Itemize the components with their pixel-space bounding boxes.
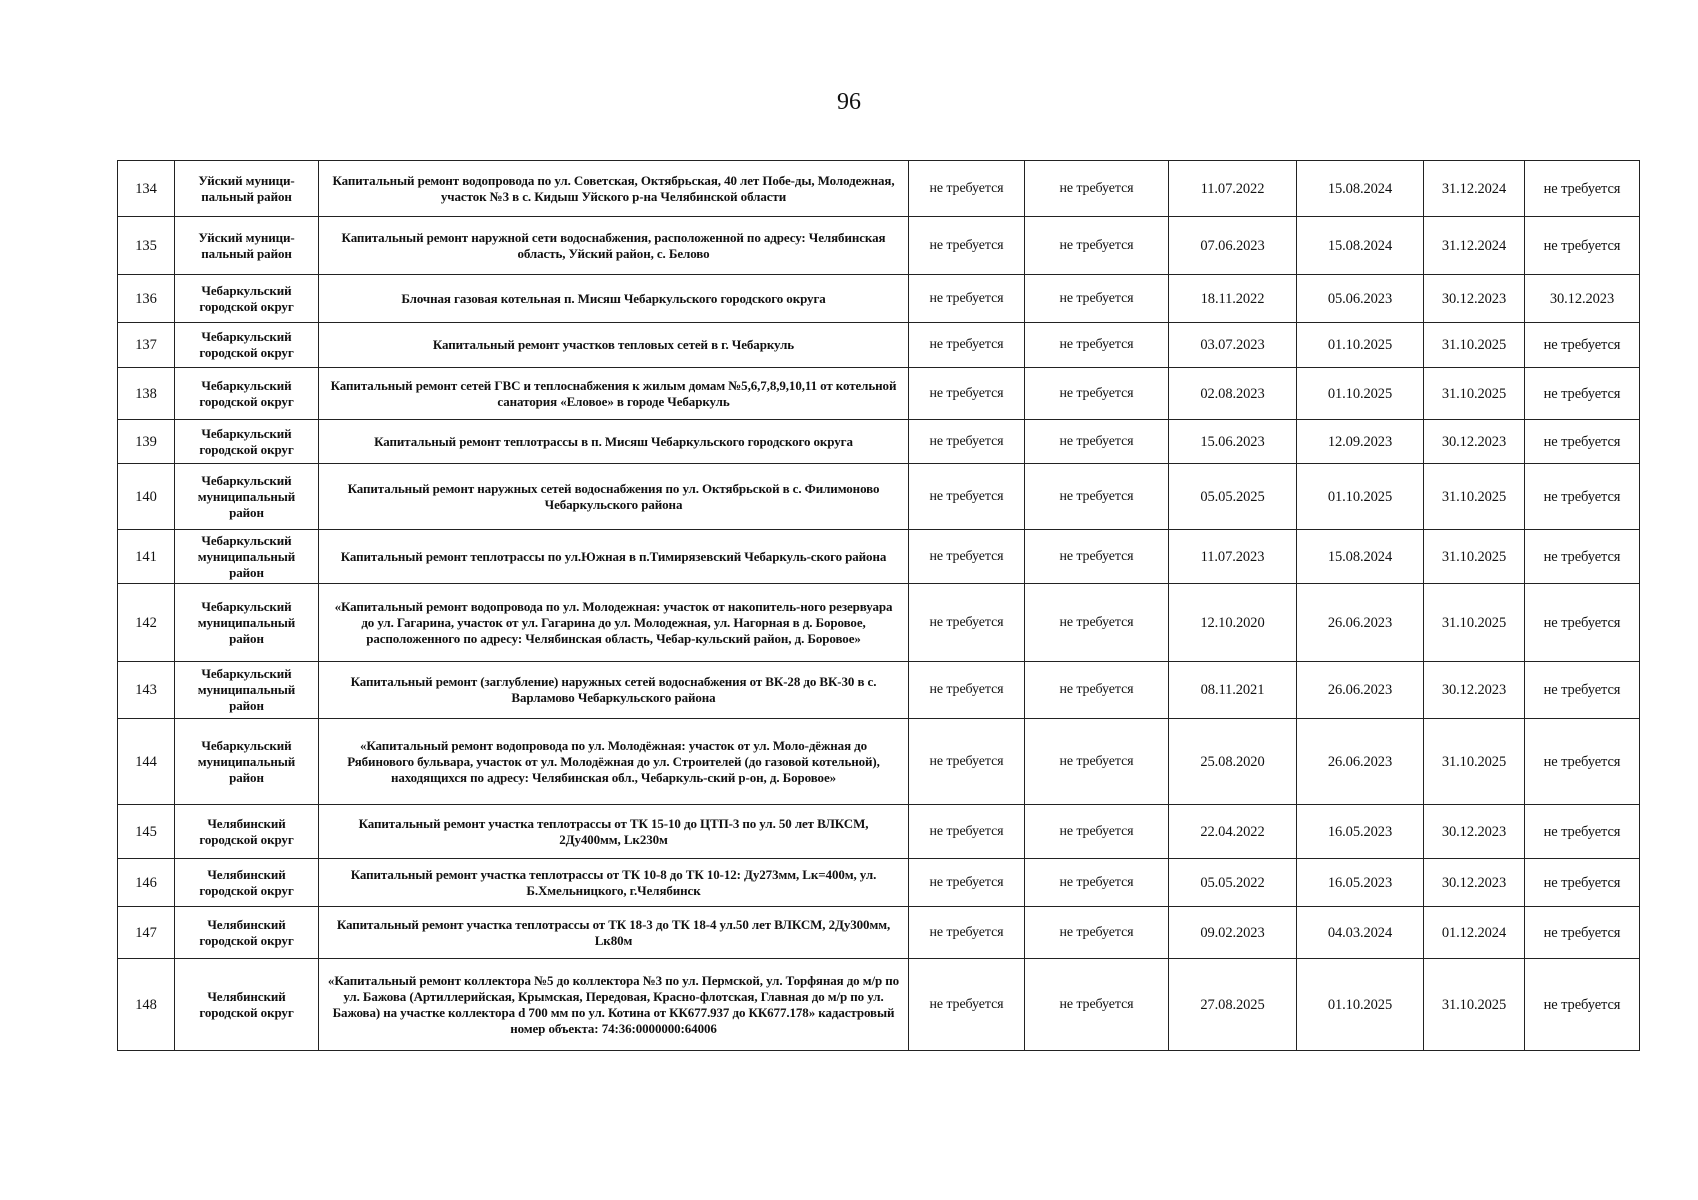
date-cell-3: 31.12.2024 [1424,161,1525,217]
date-cell-3: 30.12.2023 [1424,662,1525,719]
repair-schedule-table [117,160,1640,1051]
table-row [118,805,1640,859]
date-cell-2: 16.05.2023 [1297,805,1424,859]
municipality-cell: Челябинский городской округ [175,805,319,859]
date-cell-1: 11.07.2023 [1169,530,1297,584]
row-number: 136 [118,275,175,323]
row-number: 142 [118,584,175,662]
date-cell-4: не требуется [1525,161,1640,217]
requirement-cell-2: не требуется [1025,217,1169,275]
table-row [118,907,1640,959]
date-cell-2: 26.06.2023 [1297,719,1424,805]
requirement-cell-2: не требуется [1025,662,1169,719]
project-description-cell: «Капитальный ремонт водопровода по ул. Молодежная: участок от накопитель-ного резервуара до ул. Гагарина, участок от ул. Гагарина до ул. Молодежная, ул. Нагорная в д. Боровое, расположенного по адресу: Челябинская область, Чебар-кульский район, д. Боровое» [319,584,909,662]
row-number: 137 [118,323,175,368]
municipality-cell: Чебаркульский городской округ [175,275,319,323]
municipality-cell: Челябинский городской округ [175,907,319,959]
requirement-cell-1: не требуется [909,907,1025,959]
municipality-cell: Чебаркульский муниципальный район [175,464,319,530]
date-cell-4: не требуется [1525,805,1640,859]
municipality-cell: Уйский муници-пальный район [175,161,319,217]
table-row [118,368,1640,420]
requirement-cell-1: не требуется [909,530,1025,584]
requirement-cell-2: не требуется [1025,959,1169,1051]
row-number: 138 [118,368,175,420]
table-row [118,662,1640,719]
municipality-cell: Уйский муници-пальный район [175,217,319,275]
page-number: 96 [837,89,861,115]
requirement-cell-1: не требуется [909,959,1025,1051]
table-row [118,275,1640,323]
date-cell-4: не требуется [1525,420,1640,464]
table-row [118,584,1640,662]
project-description-cell: Капитальный ремонт участка теплотрассы от ТК 15-10 до ЦТП-3 по ул. 50 лет ВЛКСМ, 2Ду400мм, Lк230м [319,805,909,859]
row-number: 139 [118,420,175,464]
row-number: 141 [118,530,175,584]
table-row [118,420,1640,464]
date-cell-3: 31.10.2025 [1424,719,1525,805]
municipality-cell: Чебаркульский городской округ [175,323,319,368]
date-cell-4: не требуется [1525,662,1640,719]
municipality-cell: Чебаркульский городской округ [175,368,319,420]
municipality-cell: Челябинский городской округ [175,859,319,907]
requirement-cell-2: не требуется [1025,275,1169,323]
date-cell-3: 01.12.2024 [1424,907,1525,959]
date-cell-4: не требуется [1525,859,1640,907]
requirement-cell-1: не требуется [909,368,1025,420]
requirement-cell-1: не требуется [909,719,1025,805]
date-cell-3: 30.12.2023 [1424,420,1525,464]
date-cell-3: 31.10.2025 [1424,368,1525,420]
table-row [118,959,1640,1051]
requirement-cell-2: не требуется [1025,420,1169,464]
municipality-cell: Чебаркульский муниципальный район [175,719,319,805]
municipality-cell: Чебаркульский муниципальный район [175,584,319,662]
row-number: 134 [118,161,175,217]
project-description-cell: Капитальный ремонт участков тепловых сетей в г. Чебаркуль [319,323,909,368]
table-row [118,859,1640,907]
row-number: 140 [118,464,175,530]
project-description-cell: Капитальный ремонт (заглубление) наружных сетей водоснабжения от ВК-28 до ВК-30 в с. Варламово Чебаркульского района [319,662,909,719]
project-description-cell: Капитальный ремонт сетей ГВС и теплоснабжения к жилым домам №5,6,7,8,9,10,11 от котельной санатория «Еловое» в городе Чебаркуль [319,368,909,420]
date-cell-1: 27.08.2025 [1169,959,1297,1051]
date-cell-4: не требуется [1525,323,1640,368]
date-cell-1: 22.04.2022 [1169,805,1297,859]
row-number: 145 [118,805,175,859]
date-cell-1: 18.11.2022 [1169,275,1297,323]
date-cell-1: 07.06.2023 [1169,217,1297,275]
date-cell-2: 05.06.2023 [1297,275,1424,323]
date-cell-2: 26.06.2023 [1297,584,1424,662]
requirement-cell-2: не требуется [1025,719,1169,805]
date-cell-4: не требуется [1525,959,1640,1051]
date-cell-4: не требуется [1525,530,1640,584]
date-cell-3: 31.10.2025 [1424,464,1525,530]
requirement-cell-2: не требуется [1025,161,1169,217]
date-cell-3: 30.12.2023 [1424,275,1525,323]
date-cell-1: 11.07.2022 [1169,161,1297,217]
municipality-cell: Чебаркульский муниципальный район [175,662,319,719]
date-cell-3: 30.12.2023 [1424,859,1525,907]
requirement-cell-2: не требуется [1025,368,1169,420]
project-description-cell: Капитальный ремонт наружной сети водоснабжения, расположенной по адресу: Челябинская область, Уйский район, с. Белово [319,217,909,275]
requirement-cell-2: не требуется [1025,464,1169,530]
date-cell-4: не требуется [1525,464,1640,530]
row-number: 147 [118,907,175,959]
row-number: 148 [118,959,175,1051]
project-description-cell: Блочная газовая котельная п. Мисяш Чебаркульского городского округа [319,275,909,323]
date-cell-3: 30.12.2023 [1424,805,1525,859]
date-cell-4: 30.12.2023 [1525,275,1640,323]
date-cell-3: 31.10.2025 [1424,323,1525,368]
table-row [118,464,1640,530]
date-cell-1: 02.08.2023 [1169,368,1297,420]
table-row [118,217,1640,275]
requirement-cell-1: не требуется [909,161,1025,217]
date-cell-2: 16.05.2023 [1297,859,1424,907]
table-body [118,161,1640,1051]
date-cell-4: не требуется [1525,719,1640,805]
date-cell-4: не требуется [1525,368,1640,420]
municipality-cell: Чебаркульский городской округ [175,420,319,464]
date-cell-1: 05.05.2022 [1169,859,1297,907]
date-cell-1: 08.11.2021 [1169,662,1297,719]
date-cell-1: 03.07.2023 [1169,323,1297,368]
row-number: 143 [118,662,175,719]
requirement-cell-2: не требуется [1025,323,1169,368]
date-cell-2: 12.09.2023 [1297,420,1424,464]
project-description-cell: «Капитальный ремонт водопровода по ул. Молодёжная: участок от ул. Моло-дёжная до Рябинового бульвара, участок от ул. Молодёжная до ул. Строителей (до газовой котельной), находящихся по адресу: Челябинская обл., Чебаркуль-ский р-он, д. Боровое» [319,719,909,805]
table-row [118,530,1640,584]
project-description-cell: Капитальный ремонт теплотрассы по ул.Южная в п.Тимирязевский Чебаркуль-ского района [319,530,909,584]
date-cell-2: 26.06.2023 [1297,662,1424,719]
date-cell-1: 15.06.2023 [1169,420,1297,464]
date-cell-1: 25.08.2020 [1169,719,1297,805]
row-number: 144 [118,719,175,805]
date-cell-1: 09.02.2023 [1169,907,1297,959]
requirement-cell-1: не требуется [909,662,1025,719]
date-cell-2: 15.08.2024 [1297,530,1424,584]
project-description-cell: Капитальный ремонт участка теплотрассы от ТК 18-3 до ТК 18-4 ул.50 лет ВЛКСМ, 2Ду300мм, Lк80м [319,907,909,959]
date-cell-2: 15.08.2024 [1297,161,1424,217]
date-cell-4: не требуется [1525,584,1640,662]
municipality-cell: Челябинский городской округ [175,959,319,1051]
project-description-cell: Капитальный ремонт наружных сетей водоснабжения по ул. Октябрьской в с. Филимоново Чебаркульского района [319,464,909,530]
requirement-cell-1: не требуется [909,805,1025,859]
project-description-cell: Капитальный ремонт теплотрассы в п. Мисяш Чебаркульского городского округа [319,420,909,464]
table-row [118,323,1640,368]
date-cell-4: не требуется [1525,907,1640,959]
requirement-cell-2: не требуется [1025,859,1169,907]
table-row [118,719,1640,805]
date-cell-1: 05.05.2025 [1169,464,1297,530]
table-row [118,161,1640,217]
date-cell-1: 12.10.2020 [1169,584,1297,662]
requirement-cell-1: не требуется [909,275,1025,323]
requirement-cell-1: не требуется [909,584,1025,662]
requirement-cell-2: не требуется [1025,584,1169,662]
requirement-cell-2: не требуется [1025,805,1169,859]
date-cell-3: 31.12.2024 [1424,217,1525,275]
date-cell-2: 15.08.2024 [1297,217,1424,275]
requirement-cell-1: не требуется [909,323,1025,368]
requirement-cell-2: не требуется [1025,907,1169,959]
requirement-cell-1: не требуется [909,859,1025,907]
date-cell-4: не требуется [1525,217,1640,275]
requirement-cell-1: не требуется [909,217,1025,275]
project-description-cell: Капитальный ремонт водопровода по ул. Советская, Октябрьская, 40 лет Побе-ды, Молодежная, участок №3 в с. Кидыш Уйского р-на Челябинской области [319,161,909,217]
date-cell-2: 01.10.2025 [1297,464,1424,530]
requirement-cell-2: не требуется [1025,530,1169,584]
date-cell-3: 31.10.2025 [1424,959,1525,1051]
date-cell-2: 04.03.2024 [1297,907,1424,959]
date-cell-3: 31.10.2025 [1424,584,1525,662]
requirement-cell-1: не требуется [909,420,1025,464]
date-cell-2: 01.10.2025 [1297,368,1424,420]
row-number: 135 [118,217,175,275]
row-number: 146 [118,859,175,907]
municipality-cell: Чебаркульский муниципальный район [175,530,319,584]
project-description-cell: Капитальный ремонт участка теплотрассы от ТК 10-8 до ТК 10-12: Ду273мм, Lк=400м, ул. Б.Хмельницкого, г.Челябинск [319,859,909,907]
date-cell-2: 01.10.2025 [1297,323,1424,368]
date-cell-2: 01.10.2025 [1297,959,1424,1051]
date-cell-3: 31.10.2025 [1424,530,1525,584]
project-description-cell: «Капитальный ремонт коллектора №5 до коллектора №3 по ул. Пермской, ул. Торфяная до м/р по ул. Бажова (Артиллерийская, Крымская, Передовая, Красно-флотская, Главная до м/р по ул. Бажова) на участке коллектора d 700 мм по ул. Котина от КК677.937 до КК677.178» кадастровый номер объекта: 74:36:0000000:64006 [319,959,909,1051]
requirement-cell-1: не требуется [909,464,1025,530]
